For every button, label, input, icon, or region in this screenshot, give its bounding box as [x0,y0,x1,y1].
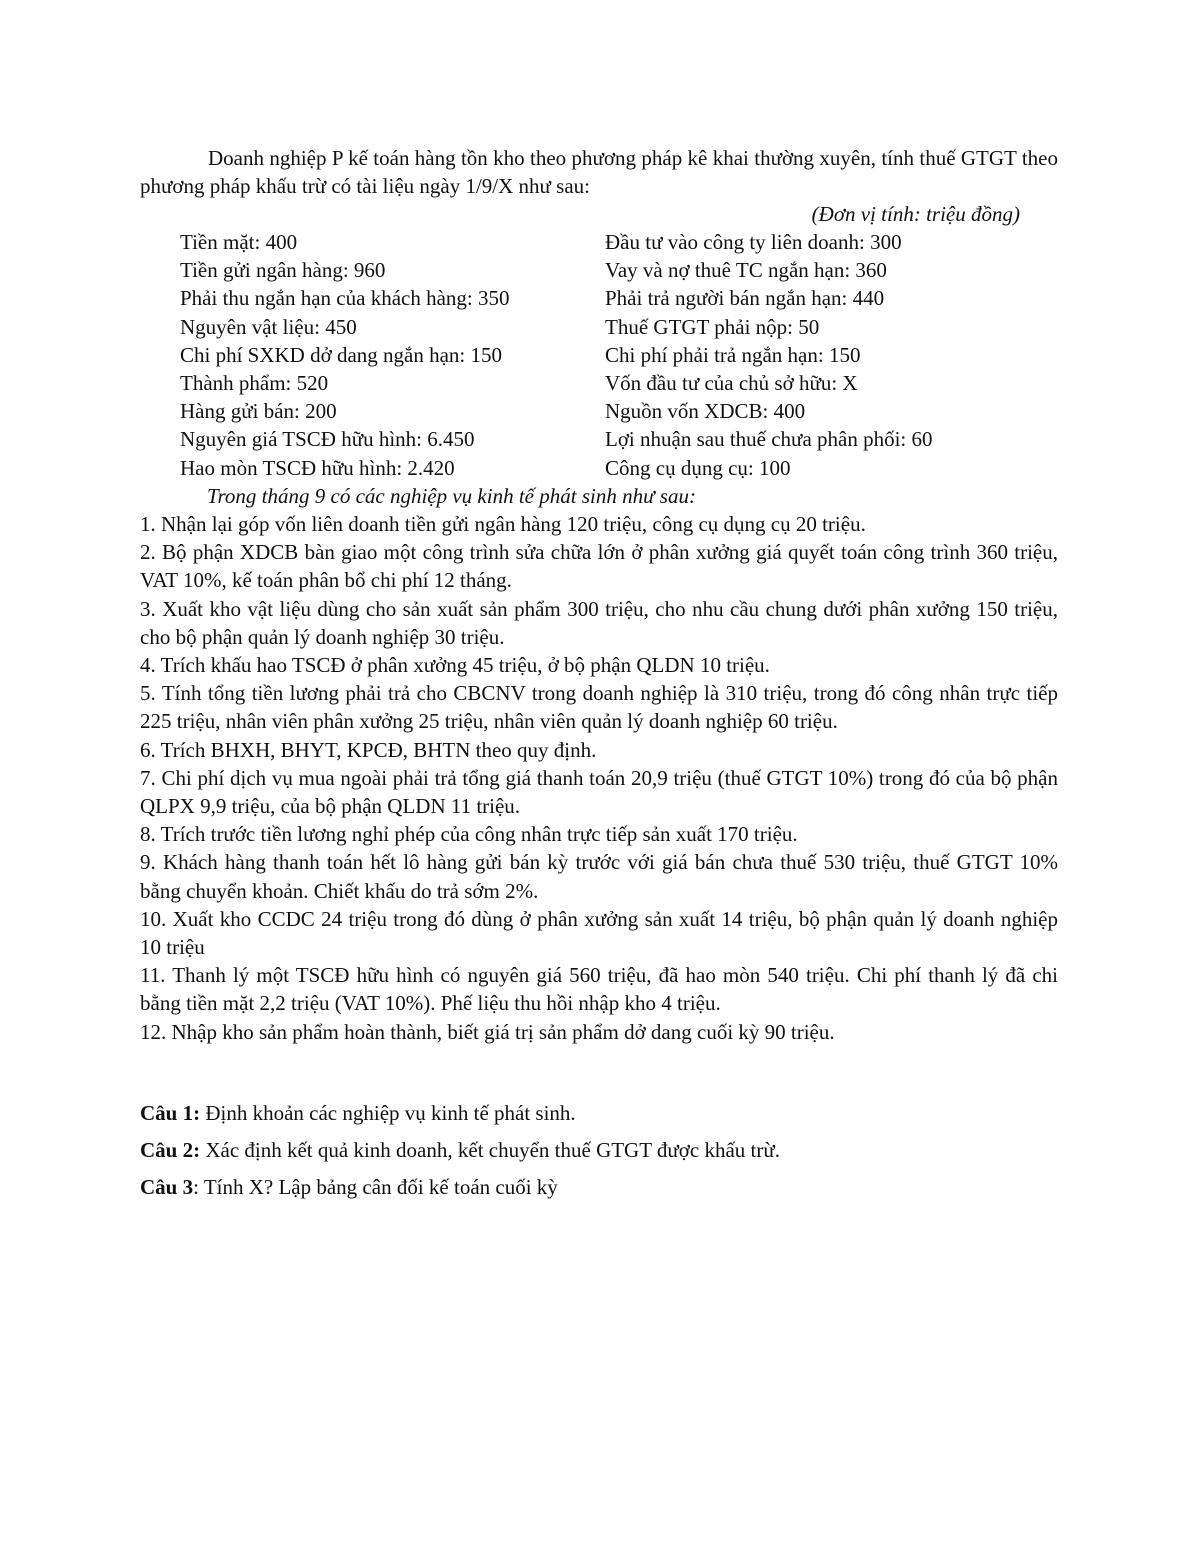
balance-source: Lợi nhuận sau thuế chưa phân phối: 60 [605,427,933,452]
question-text: Xác định kết quả kinh doanh, kết chuyển thuế GTGT được khấu trừ. [200,1138,781,1162]
transaction-item: 11. Thanh lý một TSCĐ hữu hình có nguyên giá 560 triệu, đã hao mòn 540 triệu. Chi phí thanh lý đã chi bằng tiền mặt 2,2 triệu (VAT 10%). Phế liệu thu hồi nhập kho 4 triệu. [140,963,1058,1016]
question-text: : Tính X? Lập bảng cân đối kế toán cuối kỳ [193,1175,558,1199]
balance-source: Vay và nợ thuê TC ngắn hạn: 360 [605,258,887,283]
balance-source: Thuế GTGT phải nộp: 50 [605,314,820,339]
transaction-item: 10. Xuất kho CCDC 24 triệu trong đó dùng ở phân xưởng sản xuất 14 triệu, bộ phận quản lý doanh nghiệp 10 triệu [140,906,1058,960]
balance-asset: Hao mòn TSCĐ hữu hình: 2.420 [180,455,455,480]
balance-row [0,256,1200,284]
balance-source: Vốn đầu tư của chủ sở hữu: X [605,370,858,395]
transaction-item: 6. Trích BHXH, BHYT, KPCĐ, BHTN theo quy định. [140,737,597,762]
balance-asset: Nguyên vật liệu: 450 [180,314,357,339]
question-item [140,1173,1058,1201]
balance-row [0,425,1200,453]
transaction-item: 12. Nhập kho sản phẩm hoàn thành, biết giá trị sản phẩm dở dang cuối kỳ 90 triệu. [140,1019,835,1044]
question-item [140,1099,1058,1127]
question-label: Câu 1: [140,1101,201,1125]
balance-asset: Hàng gửi bán: 200 [180,399,337,424]
transaction-item: 4. Trích khấu hao TSCĐ ở phân xưởng 45 triệu, ở bộ phận QLDN 10 triệu. [140,653,770,678]
opening-balances [0,228,1200,482]
intro-paragraph [140,144,1058,200]
balance-row [0,313,1200,341]
balance-source: Công cụ dụng cụ: 100 [605,455,791,480]
question-text: Định khoản các nghiệp vụ kinh tế phát sinh. [200,1101,576,1125]
transactions-heading: Trong tháng 9 có các nghiệp vụ kinh tế phát sinh như sau: [207,484,696,508]
balance-asset: Tiền gửi ngân hàng: 960 [180,258,386,283]
question-label: Câu 2: [140,1138,201,1162]
balance-row [0,454,1200,482]
transaction-item: 2. Bộ phận XDCB bàn giao một công trình sửa chữa lớn ở phân xưởng giá quyết toán công trình 360 triệu, VAT 10%, kế toán phân bổ chi phí 12 tháng. [140,540,1058,593]
balance-row [0,369,1200,397]
transaction-item: 1. Nhận lại góp vốn liên doanh tiền gửi ngân hàng 120 triệu, công cụ dụng cụ 20 triệu. [140,512,866,536]
transaction-item: 3. Xuất kho vật liệu dùng cho sản xuất sản phẩm 300 triệu, cho nhu cầu chung dưới phân xưởng 150 triệu, cho bộ phận quản lý doanh nghiệp 30 triệu. [140,596,1058,649]
question-list [140,1099,1058,1210]
balance-asset: Phải thu ngắn hạn của khách hàng: 350 [180,286,510,311]
question-label: Câu 3 [140,1175,194,1199]
unit-note: (Đơn vị tính: triệu đồng) [811,202,1020,226]
balance-source: Nguồn vốn XDCB: 400 [605,399,806,424]
balance-row [0,284,1200,312]
question-item [140,1136,1058,1164]
balance-row [0,341,1200,369]
balance-row [0,397,1200,425]
transaction-item: 8. Trích trước tiền lương nghỉ phép của công nhân trực tiếp sản xuất 170 triệu. [140,822,798,847]
transaction-item: 9. Khách hàng thanh toán hết lô hàng gửi bán kỳ trước với giá bán chưa thuế 530 triệu, thuế GTGT 10% bằng chuyển khoản. Chiết khấu do trả sớm 2%. [140,850,1058,903]
balance-asset: Chi phí SXKD dở dang ngắn hạn: 150 [180,342,503,367]
balance-asset: Thành phẩm: 520 [180,370,329,395]
balance-row [0,228,1200,256]
balance-source: Phải trả người bán ngắn hạn: 440 [605,286,885,311]
balance-asset: Nguyên giá TSCĐ hữu hình: 6.450 [180,427,475,452]
transaction-list [140,510,1058,1046]
balance-source: Đầu tư vào công ty liên doanh: 300 [605,230,902,254]
balance-source: Chi phí phải trả ngắn hạn: 150 [605,342,861,367]
transaction-item: 7. Chi phí dịch vụ mua ngoài phải trả tổng giá thanh toán 20,9 triệu (thuế GTGT 10%) trong đó của bộ phận QLPX 9,9 triệu, của bộ phận QLDN 11 triệu. [140,765,1058,819]
intro-text: Doanh nghiệp P kế toán hàng tồn kho theo phương pháp kê khai thường xuyên, tính thuế GTGT theo phương pháp khấu trừ có tài liệu ngày 1/9/X như sau: [140,146,1058,199]
balance-asset: Tiền mặt: 400 [180,230,298,254]
transaction-item: 5. Tính tổng tiền lương phải trả cho CBCNV trong doanh nghiệp là 310 triệu, trong đó công nhân trực tiếp 225 triệu, nhân viên phân xưởng 25 triệu, nhân viên quản lý doanh nghiệp 60 triệu. [140,681,1058,734]
